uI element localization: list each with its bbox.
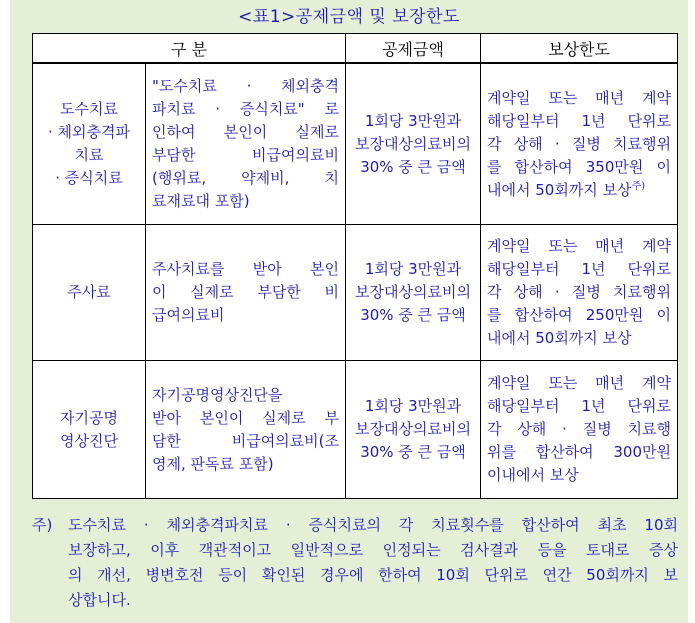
category-line: 도수치료 xyxy=(60,100,118,118)
limit-line: 계약일 또는 매년 계약 xyxy=(487,374,671,392)
description-line: 주사치료를 받아 본인 xyxy=(152,260,339,278)
limit-line-text: 내에서 50회까지 보상 xyxy=(487,180,632,199)
description-cell xyxy=(146,63,346,225)
footnote-line: 보장하고, 이후 객관적이고 일반적으로 인정되는 검사결과 등을 토대로 증상 xyxy=(68,541,678,559)
deductible-line: 1회당 3만원과 xyxy=(364,397,462,415)
description-line: 이 실제로 부담한 비 xyxy=(152,283,339,301)
deductible-line: 보장대상의료비의 xyxy=(355,420,471,438)
description-line: 영제, 판독료 포함) xyxy=(152,454,274,473)
description-line: 파치료 · 증식치료" 로 xyxy=(152,100,339,118)
limit-line: 각 상해 · 질병 치료행 xyxy=(487,420,671,438)
limit-line: 계약일 또는 매년 계약 xyxy=(487,237,671,255)
category-cell xyxy=(33,361,146,499)
description-line: 료재료대 포함) xyxy=(152,192,250,210)
deductible-line: 30% 중 큰 금액 xyxy=(360,306,466,324)
limit-line: 를 합산하여 250만원 이 xyxy=(487,306,671,324)
category-cell xyxy=(33,225,146,361)
description-line: 자기공명영상진단을 xyxy=(152,385,283,404)
deductible-cell xyxy=(346,361,481,499)
footnote-line: 도수치료 · 체외충격파치료 · 증식치료의 각 치료횟수를 합산하여 최초 10회 xyxy=(68,516,678,534)
limit-line: 해당일부터 1년 단위로 xyxy=(487,397,671,415)
limit-line: 위를 합산하여 300만원 xyxy=(487,443,671,461)
header-limit: 보상한도 xyxy=(481,34,678,64)
limit-line: 해당일부터 1년 단위로 xyxy=(487,111,671,130)
limit-line: 각 상해 · 질병 치료행위 xyxy=(487,283,671,301)
category-line: 치료 xyxy=(74,146,104,164)
limit-cell xyxy=(481,63,678,225)
deductible-line: 1회당 3만원과 xyxy=(364,260,462,278)
description-cell xyxy=(146,225,346,361)
description-line: 급여의료비 xyxy=(152,306,225,324)
category-line: 주사료 xyxy=(67,283,111,301)
description-cell xyxy=(146,361,346,499)
category-line: · 증식치료 xyxy=(55,169,123,187)
limit-line xyxy=(487,179,671,202)
description-line: 담한 비급여의료비(조 xyxy=(152,431,339,450)
description-line: 받아 본인이 실제로 부 xyxy=(152,408,339,427)
description-line: "도수치료 · 체외충격 xyxy=(152,77,339,95)
limit-cell xyxy=(481,225,678,361)
deductible-line: 보장대상의료비의 xyxy=(355,283,471,301)
limit-line: 내에서 50회까지 보상 xyxy=(487,329,632,347)
table-row xyxy=(33,361,678,499)
limit-line: 각 상해 · 질병 치료행위 xyxy=(487,134,671,153)
category-line: 영상진단 xyxy=(60,431,118,450)
deductible-line: 보장대상의료비의 xyxy=(355,134,471,153)
limit-cell xyxy=(481,361,678,499)
limit-line: 계약일 또는 매년 계약 xyxy=(487,88,671,107)
footnote-ref: 주) xyxy=(631,180,646,192)
table-row xyxy=(33,63,678,225)
description-line: 부담한 비급여의료비 xyxy=(152,146,339,164)
header-row xyxy=(33,34,678,64)
footnote-mark: 주) xyxy=(32,516,53,534)
deductible-line: 1회당 3만원과 xyxy=(364,111,462,130)
category-line: 자기공명 xyxy=(60,408,118,427)
limit-line: 를 합산하여 350만원 이 xyxy=(487,157,671,176)
category-cell xyxy=(33,63,146,225)
deductible-line: 30% 중 큰 금액 xyxy=(360,157,466,176)
description-line: 인하여 본인이 실제로 xyxy=(152,123,339,141)
description-line: (행위료, 약제비, 치 xyxy=(152,169,339,187)
deductible-cell xyxy=(346,63,481,225)
table-title: <표1>공제금액 및 보장한도 xyxy=(238,7,460,27)
footnote-line: 상합니다. xyxy=(68,591,131,609)
limit-line: 해당일부터 1년 단위로 xyxy=(487,260,671,278)
limit-line: 이내에서 보상 xyxy=(487,466,579,484)
footnote-body xyxy=(68,513,678,613)
coverage-table xyxy=(32,33,678,499)
header-category: 구 분 xyxy=(33,34,346,64)
footnote-line: 의 개선, 병변호전 등이 확인된 경우에 한하여 10회 단위로 연간 50회까지 보 xyxy=(68,566,678,584)
header-deductible: 공제금액 xyxy=(346,34,481,64)
deductible-cell xyxy=(346,225,481,361)
deductible-line: 30% 중 큰 금액 xyxy=(360,443,466,461)
table-row xyxy=(33,225,678,361)
category-line: · 체외충격파 xyxy=(48,123,130,141)
